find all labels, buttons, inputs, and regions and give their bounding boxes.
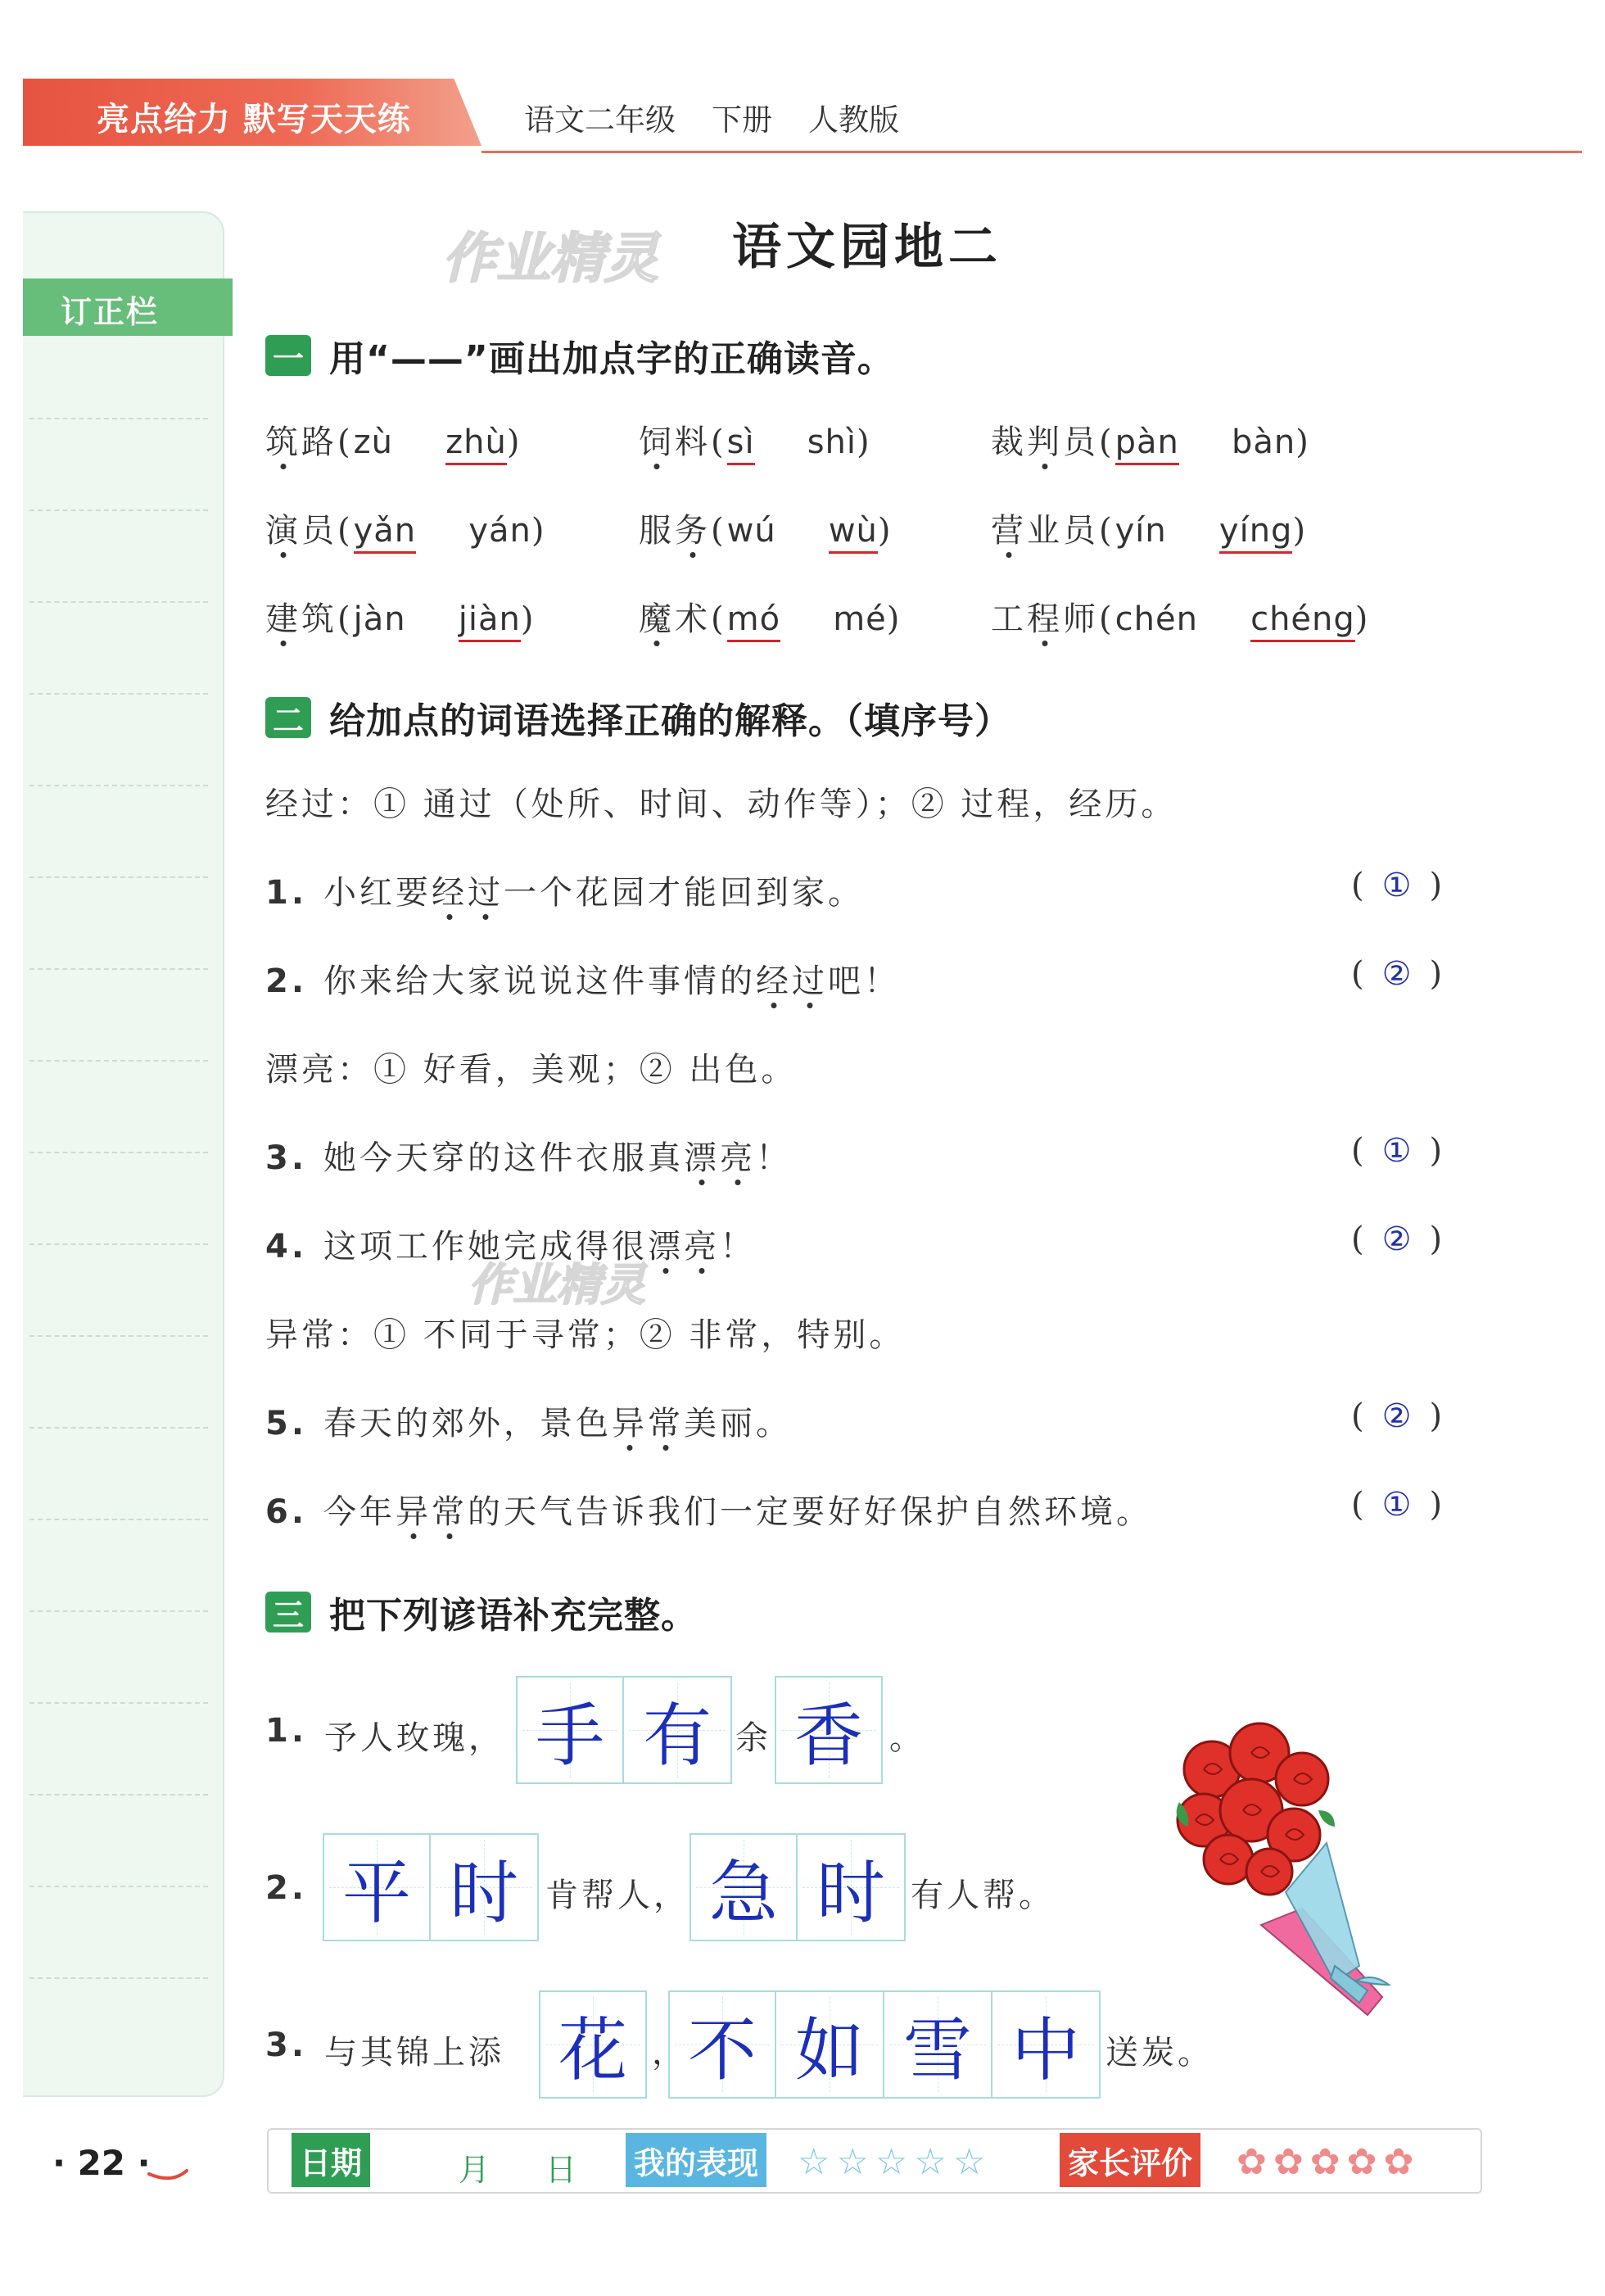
answer-slot[interactable]: ( ① ) [1351, 1486, 1443, 1524]
pinyin-option[interactable]: pàn [1115, 423, 1179, 465]
filled-character: 平 [341, 1852, 411, 1933]
dotted-char: 常 [648, 1405, 685, 1442]
pinyin-option[interactable]: mó [727, 600, 780, 642]
parent-evaluation-flowers[interactable] [1237, 2141, 1413, 2183]
pinyin-item: 服务(wú wù) [639, 505, 894, 551]
dotted-char: 魔 [639, 600, 675, 638]
proverb-text: 与其锦上添 [324, 2034, 504, 2072]
dotted-char: 饲 [639, 423, 675, 461]
filled-character: 急 [708, 1852, 778, 1933]
dotted-char: 筑 [265, 423, 301, 461]
item-number: 1. [265, 874, 308, 912]
star-icon[interactable]: ☆ [875, 2141, 908, 2183]
ruled-line [29, 1610, 208, 1612]
dotted-char: 程 [1027, 600, 1063, 638]
answer-value: ② [1381, 1220, 1412, 1258]
definition-line: 经过：① 通过（处所、时间、动作等）；② 过程，经历。 [265, 786, 1178, 823]
pinyin-option[interactable]: chéng [1250, 600, 1355, 642]
day-label: 日 [545, 2152, 577, 2188]
answer-slot[interactable]: ( ① ) [1351, 867, 1443, 904]
character-grid [775, 1676, 883, 1784]
item-number: 2. [265, 962, 308, 1000]
ruled-line [29, 1335, 208, 1337]
dotted-char: 常 [432, 1493, 468, 1531]
ruled-line [29, 418, 208, 419]
ruled-line [29, 1152, 208, 1153]
dotted-char: 建 [265, 600, 301, 638]
pinyin-option[interactable]: yín [1114, 512, 1167, 550]
character-box[interactable] [431, 1833, 539, 1941]
pinyin-option[interactable]: jàn [353, 600, 406, 638]
ruled-line [29, 1519, 208, 1520]
header-volume: 下册 [712, 102, 772, 138]
page-number: · 22 · [52, 2143, 151, 2183]
section-badge: 三 [265, 1592, 311, 1633]
character-box[interactable] [539, 1990, 647, 2099]
filled-character: 不 [687, 2009, 757, 2090]
pinyin-option[interactable]: yán [468, 512, 531, 550]
answer-value: ① [1381, 867, 1412, 904]
answer-slot[interactable]: ( ② ) [1351, 1397, 1443, 1435]
dotted-char: 经 [432, 874, 468, 912]
character-box[interactable] [884, 1990, 992, 2099]
character-box[interactable] [323, 1833, 431, 1941]
proverb-text: 肯帮人， [545, 1877, 689, 1914]
character-grid [668, 1990, 1101, 2099]
answer-slot[interactable]: ( ① ) [1351, 1132, 1443, 1170]
item-number: 3. [265, 1139, 308, 1177]
item-number: 3. [265, 2027, 308, 2064]
header-edition: 人教版 [808, 102, 899, 138]
dotted-char: 经 [756, 962, 793, 1000]
character-box[interactable] [689, 1833, 798, 1941]
pinyin-item: 营业员(yín yíng) [991, 505, 1309, 551]
section-instruction: 用“——”画出加点字的正确读音。 [329, 338, 894, 380]
pinyin-item: 饲料(sì shì) [639, 416, 873, 463]
answer-value: ② [1381, 955, 1412, 993]
character-grid [689, 1833, 906, 1941]
character-box[interactable] [776, 1990, 884, 2099]
pinyin-option[interactable]: wú [726, 512, 776, 550]
filled-character: 中 [1010, 2009, 1080, 2090]
page-swoosh-icon [147, 2162, 190, 2182]
word: 营业员 [991, 512, 1099, 550]
header-divider [482, 151, 1582, 153]
filled-character: 手 [535, 1695, 604, 1776]
ruled-line [29, 1886, 208, 1887]
correction-column [23, 211, 224, 2097]
month-label: 月 [459, 2152, 491, 2188]
ruled-line [29, 1702, 208, 1704]
answer-slot[interactable]: ( ② ) [1351, 1220, 1443, 1258]
correction-tab-label: 订正栏 [61, 294, 160, 330]
filled-character: 花 [558, 2009, 627, 2090]
item-number: 5. [265, 1405, 308, 1442]
character-box[interactable] [516, 1676, 624, 1784]
section3-heading [265, 1586, 698, 1638]
question-item: 2. 你来给大家说说这件事情的经过吧！ [265, 962, 901, 1000]
question-item: 6. 今年异常的天气告诉我们一定要好好保护自然环境。 [265, 1493, 1153, 1531]
watermark: 作业精灵 [468, 1259, 645, 1311]
section-instruction: 给加点的词语选择正确的解释。（填序号） [329, 700, 1011, 742]
question-item: 3. 她今天穿的这件衣服真漂亮！ [265, 1139, 793, 1177]
ruled-line [29, 1977, 208, 1979]
ruled-line [29, 601, 208, 603]
word: 演员 [265, 512, 337, 550]
ruled-line [29, 693, 208, 695]
star-icon[interactable]: ☆ [836, 2141, 869, 2183]
filled-character: 时 [449, 1852, 518, 1933]
character-grid [539, 1990, 647, 2099]
parent-evaluation-label: 家长评价 [1060, 2133, 1200, 2187]
character-grid [516, 1676, 732, 1784]
pinyin-option[interactable]: shì [807, 423, 857, 461]
dotted-char: 营 [991, 512, 1027, 550]
dotted-char: 异 [396, 1493, 432, 1531]
pinyin-option[interactable]: mé [833, 600, 887, 638]
star-icon[interactable]: ☆ [798, 2141, 830, 2183]
character-box[interactable] [775, 1676, 883, 1784]
definition-line: 漂亮：① 好看，美观；② 出色。 [265, 1051, 798, 1089]
flower-icon[interactable]: ✿ [1309, 2141, 1341, 2183]
item-number: 6. [265, 1493, 308, 1531]
header-brand: 亮点给力 默写天天练 [97, 101, 411, 138]
word: 建筑 [265, 600, 337, 638]
answer-value: ② [1381, 1397, 1412, 1435]
watermark: 作业精灵 [442, 227, 658, 290]
word: 工程师 [991, 600, 1099, 638]
word: 裁判员 [991, 423, 1099, 461]
proverb-text: ， [652, 2034, 688, 2072]
proverb-text: 送炭。 [1105, 2034, 1214, 2072]
question-item: 1. 小红要经过一个花园才能回到家。 [265, 874, 865, 912]
pinyin-option[interactable]: bàn [1232, 423, 1296, 461]
dotted-char: 判 [1027, 423, 1063, 461]
proverb-text: 。 [889, 1719, 925, 1757]
pinyin-option[interactable]: jiàn [459, 600, 521, 642]
ruled-line [29, 1060, 208, 1062]
pinyin-item: 裁判员(pàn bàn) [991, 416, 1312, 463]
character-box[interactable] [992, 1990, 1101, 2099]
filled-character: 有 [642, 1695, 712, 1776]
header-info [524, 95, 899, 139]
question-item: 4. 这项工作她完成得很漂亮！ [265, 1228, 757, 1266]
character-grid [323, 1833, 539, 1941]
flower-icon[interactable]: ✿ [1273, 2141, 1304, 2183]
character-box[interactable] [798, 1833, 906, 1941]
question-item: 5. 春天的郊外，景色异常美丽。 [265, 1405, 793, 1442]
dotted-char: 亮 [684, 1228, 721, 1266]
pinyin-option[interactable]: chén [1114, 600, 1198, 638]
proverb-text: 予人玫瑰， [324, 1719, 504, 1757]
section-badge: 二 [265, 697, 311, 738]
pinyin-item: 演员(yǎn yán) [265, 505, 547, 551]
section-instruction: 把下列谚语补充完整。 [329, 1595, 698, 1637]
flower-icon[interactable]: ✿ [1346, 2141, 1377, 2183]
proverb-text: 有人帮。 [911, 1877, 1055, 1914]
section1-heading [265, 329, 894, 382]
star-icon[interactable]: ☆ [914, 2141, 947, 2183]
word: 饲料 [639, 423, 711, 461]
definition-line: 异常：① 不同于寻常；② 非常，特别。 [265, 1316, 906, 1354]
section-badge: 一 [265, 335, 311, 376]
date-label: 日期 [292, 2133, 370, 2187]
ruled-line [29, 509, 208, 511]
pinyin-option[interactable]: zhù [445, 423, 507, 465]
pinyin-option[interactable]: wù [829, 512, 878, 554]
dotted-char: 漂 [648, 1228, 685, 1266]
dotted-char: 亮 [720, 1139, 757, 1177]
dotted-char: 演 [265, 512, 301, 550]
dotted-char: 过 [792, 962, 829, 1000]
section2-heading [265, 691, 1011, 744]
item-number: 4. [265, 1228, 308, 1266]
dotted-char: 漂 [684, 1139, 721, 1177]
header-grade: 语文二年级 [524, 102, 676, 138]
pinyin-item: 建筑(jàn jiàn) [265, 593, 536, 640]
ruled-line [29, 1243, 208, 1245]
rose-bouquet-illustration [1163, 1720, 1408, 2031]
star-icon[interactable]: ☆ [952, 2141, 986, 2183]
answer-value: ① [1381, 1132, 1412, 1170]
pinyin-option[interactable]: yíng [1219, 512, 1293, 554]
item-number: 2. [265, 1869, 308, 1907]
filled-character: 时 [816, 1852, 885, 1933]
flower-icon[interactable]: ✿ [1383, 2141, 1414, 2183]
performance-label: 我的表现 [626, 2133, 766, 2187]
page-title: 语文园地二 [732, 219, 1002, 276]
answer-value: ① [1381, 1486, 1412, 1524]
filled-character: 雪 [902, 2009, 972, 2090]
filled-character: 香 [793, 1695, 863, 1776]
ruled-line [29, 1794, 208, 1796]
proverb-text: 余 [735, 1719, 771, 1757]
pinyin-item: 工程师(chén chéng) [991, 593, 1371, 640]
dotted-char: 过 [468, 874, 504, 912]
word: 魔术 [639, 600, 711, 638]
item-number: 1. [265, 1712, 308, 1750]
character-box[interactable] [668, 1990, 776, 2099]
pinyin-option[interactable]: zù [353, 423, 393, 461]
pinyin-option[interactable]: sì [727, 423, 755, 465]
word: 筑路 [265, 423, 337, 461]
flower-icon[interactable]: ✿ [1237, 2141, 1267, 2183]
pinyin-item: 筑路(zù zhù) [265, 416, 522, 463]
dotted-char: 务 [675, 512, 711, 550]
ruled-line [29, 785, 208, 786]
ruled-line [29, 968, 208, 970]
pinyin-option[interactable]: yǎn [354, 512, 417, 554]
ruled-line [29, 1427, 208, 1429]
answer-slot[interactable]: ( ② ) [1351, 955, 1443, 993]
pinyin-item: 魔术(mó mé) [639, 593, 902, 640]
dotted-char: 异 [612, 1405, 649, 1442]
word: 服务 [639, 512, 711, 550]
ruled-line [29, 876, 208, 878]
performance-stars[interactable] [798, 2141, 985, 2183]
character-box[interactable] [624, 1676, 732, 1784]
filled-character: 如 [794, 2009, 864, 2090]
